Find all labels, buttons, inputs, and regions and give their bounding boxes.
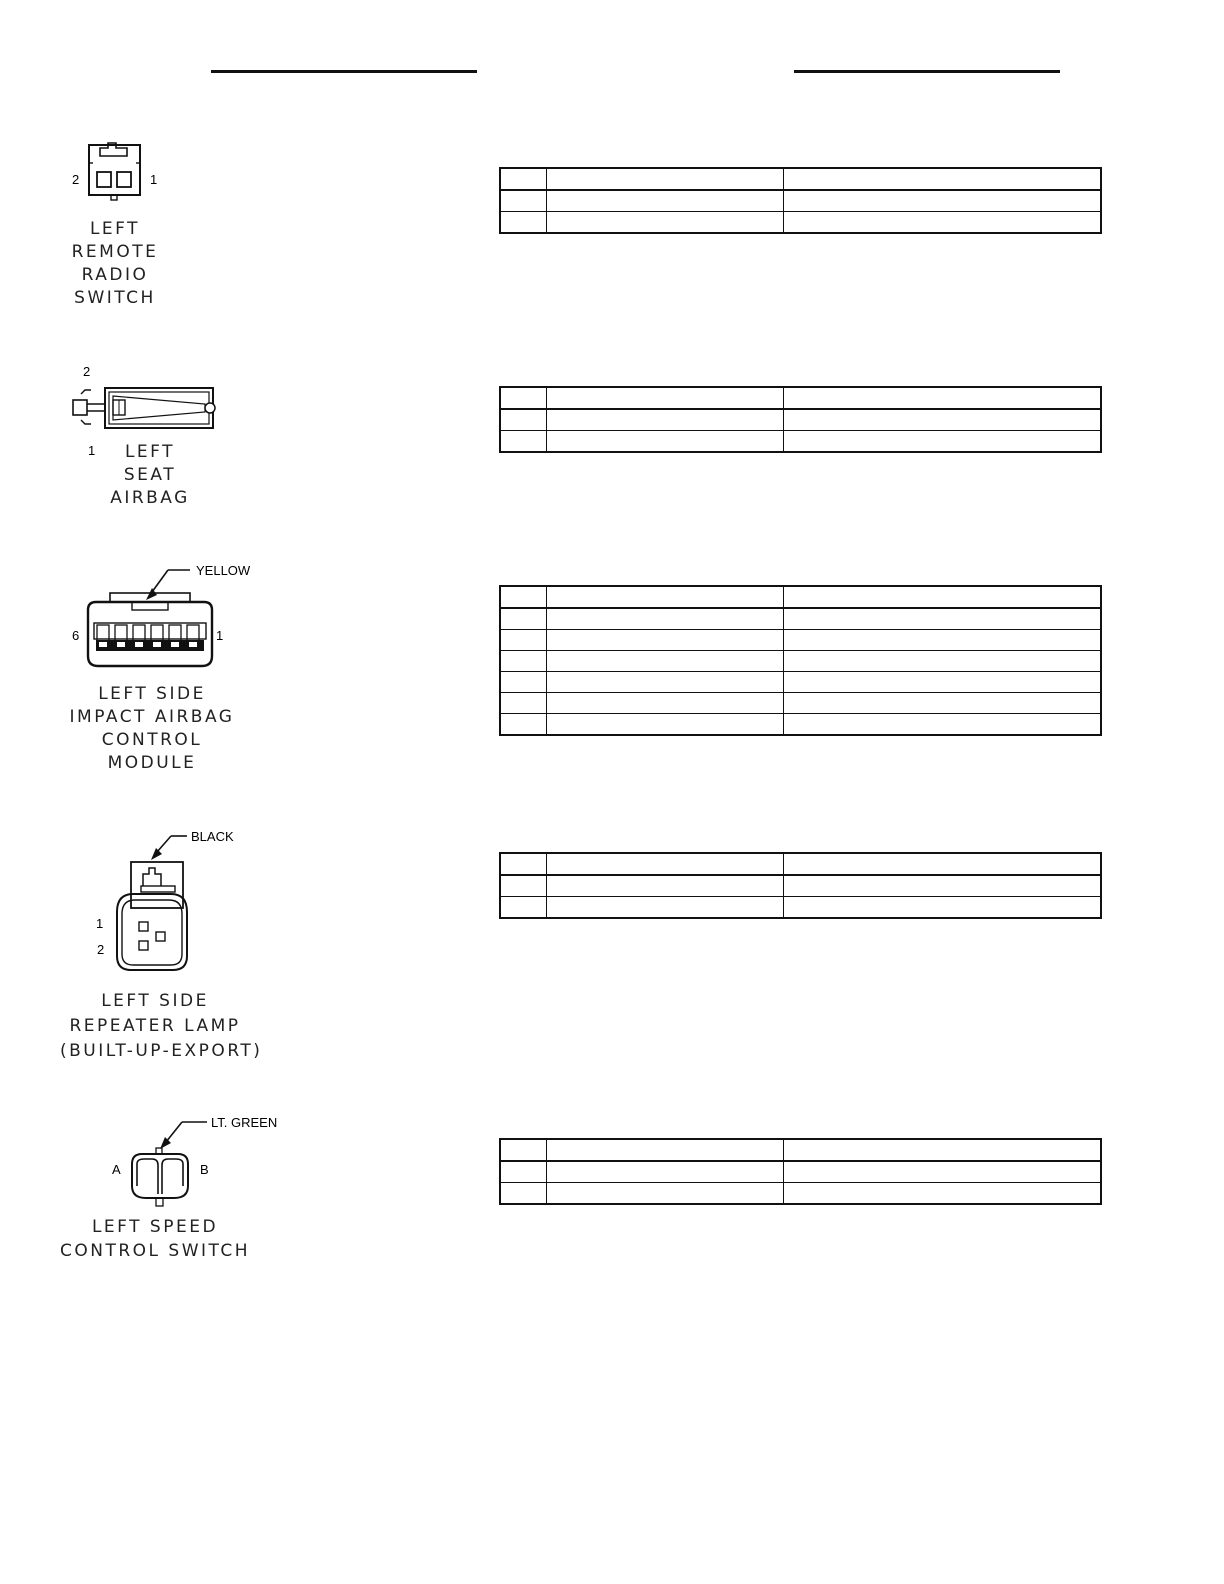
pin-label: B bbox=[200, 1162, 209, 1177]
left-speed-control-switch-pin-table bbox=[499, 1138, 1102, 1205]
pin-label: 6 bbox=[72, 628, 80, 643]
table-row bbox=[500, 875, 1101, 897]
left-remote-radio-switch-pin-table bbox=[499, 167, 1102, 234]
table-row bbox=[500, 190, 1101, 212]
pin-label: 2 bbox=[83, 364, 91, 379]
table-header-row bbox=[500, 387, 1101, 409]
left-remote-radio-switch-connector-icon bbox=[60, 138, 180, 208]
table-row bbox=[500, 672, 1101, 693]
pin-label: 1 bbox=[96, 916, 104, 931]
table-row bbox=[500, 1183, 1101, 1205]
table-header-row bbox=[500, 586, 1101, 608]
pin-label: 2 bbox=[72, 172, 80, 187]
table-row bbox=[500, 212, 1101, 234]
left-side-repeater-lamp-pin-table bbox=[499, 852, 1102, 919]
table-row bbox=[500, 714, 1101, 736]
left-speed-control-switch-connector-icon bbox=[100, 1110, 280, 1210]
pin-label: 1 bbox=[216, 628, 224, 643]
left-speed-control-switch-label: LEFT SPEED CONTROL SWITCH bbox=[60, 1217, 251, 1261]
table-row bbox=[500, 630, 1101, 651]
table-row bbox=[500, 409, 1101, 431]
pin-label: A bbox=[112, 1162, 121, 1177]
table-row bbox=[500, 431, 1101, 453]
table-row bbox=[500, 651, 1101, 672]
table-row bbox=[500, 1161, 1101, 1183]
left-side-repeater-lamp-connector-icon bbox=[85, 824, 245, 974]
left-side-impact-airbag-control-module-label: LEFT SIDE IMPACT AIRBAG CONTROL MODULE bbox=[69, 684, 235, 773]
left-side-impact-airbag-control-module-pin-table bbox=[499, 585, 1102, 736]
wire-color-label: BLACK bbox=[191, 829, 234, 844]
table-header-row bbox=[500, 1139, 1101, 1161]
table-header-row bbox=[500, 168, 1101, 190]
left-remote-radio-switch-label: LEFT REMOTE RADIO SWITCH bbox=[71, 219, 159, 308]
left-seat-airbag-label: LEFT SEAT AIRBAG bbox=[110, 442, 190, 508]
left-side-repeater-lamp-label: LEFT SIDE REPEATER LAMP (BUILT-UP-EXPORT) bbox=[60, 991, 263, 1061]
wire-color-label: YELLOW bbox=[196, 563, 251, 578]
table-header-row bbox=[500, 853, 1101, 875]
wire-color-label: LT. GREEN bbox=[211, 1115, 278, 1130]
pin-label: 1 bbox=[150, 172, 158, 187]
left-side-impact-airbag-control-module-connector-icon bbox=[60, 558, 260, 673]
table-row bbox=[500, 693, 1101, 714]
pin-label: 2 bbox=[97, 942, 105, 957]
pin-label: 1 bbox=[88, 443, 96, 458]
left-seat-airbag-pin-table bbox=[499, 386, 1102, 453]
header-rule-left bbox=[211, 70, 477, 73]
header-rule-right bbox=[794, 70, 1060, 73]
table-row bbox=[500, 897, 1101, 919]
table-row bbox=[500, 608, 1101, 630]
